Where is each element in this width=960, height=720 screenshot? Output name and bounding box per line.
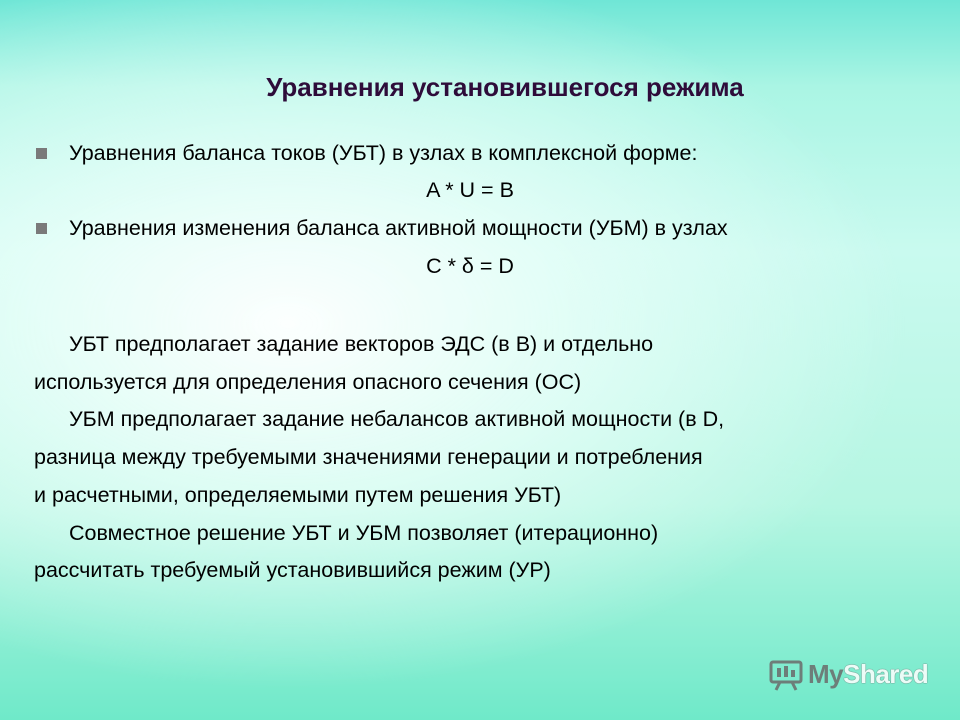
- paragraph-line: Совместное решение УБТ и УБМ позволяет (итерационно): [69, 520, 659, 545]
- bullet-item-1: [36, 140, 697, 166]
- slide-title: Уравнения установившегося режима: [266, 72, 744, 102]
- paragraph-line: разница между требуемыми значениями генерации и потребления: [34, 445, 703, 470]
- paragraph-line: УБТ предполагает задание векторов ЭДС (в B) и отдельно: [69, 332, 654, 356]
- logo-text-my: My: [808, 658, 844, 689]
- paragraph-line: используется для определения опасного сечения (ОС): [34, 369, 582, 394]
- bullet-square-icon: [36, 223, 47, 234]
- formula-ubt: A * U = B: [426, 178, 514, 202]
- paragraph-line: УБМ предполагает задание небалансов активной мощности (в D,: [69, 407, 725, 432]
- presentation-board-icon: [768, 656, 804, 692]
- bullet-text: Уравнения изменения баланса активной мощности (УБМ) в узлах: [69, 216, 728, 240]
- logo-text-shared: Shared: [843, 658, 929, 689]
- paragraph-line: рассчитать требуемый установившийся режим (УР): [34, 558, 551, 583]
- bullet-text: Уравнения баланса токов (УБТ) в узлах в комплексной форме:: [69, 141, 698, 165]
- explanation-paragraph: [34, 326, 934, 590]
- bullet-square-icon: [36, 148, 47, 159]
- bullet-item-2: [36, 215, 728, 241]
- formula-ubm: C * δ = D: [426, 254, 514, 278]
- myshared-logo: [768, 656, 928, 692]
- paragraph-line: и расчетными, определяемыми путем решения УБТ): [34, 482, 562, 507]
